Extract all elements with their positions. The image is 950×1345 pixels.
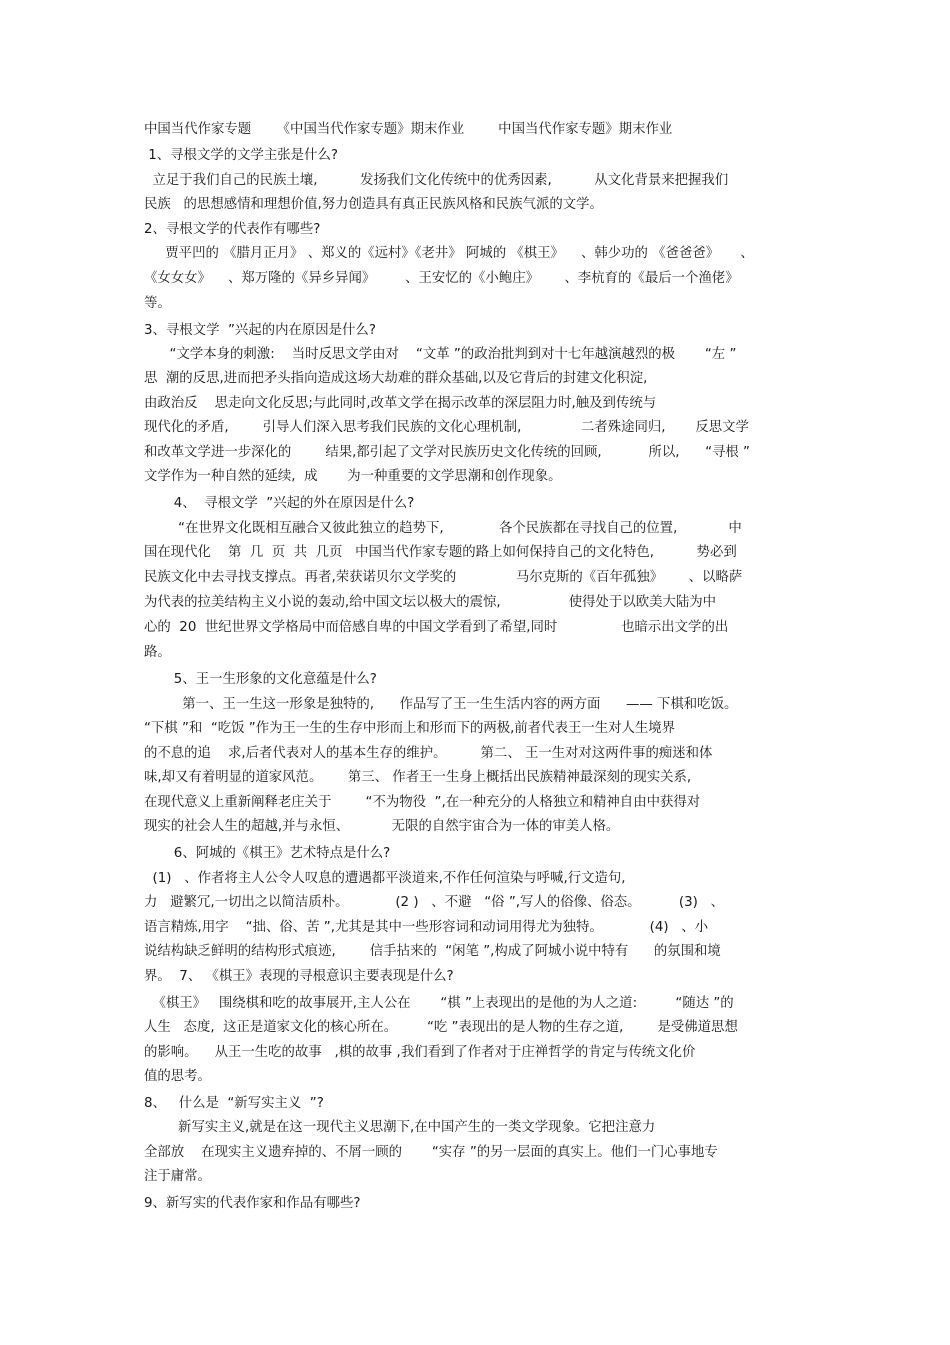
text-line: 注于庸常。 [144, 1169, 211, 1184]
text-line: “文学本身的刺激: 当时反思文学由对 “文革 ”的政治批判到对十七年越演越烈的极 “左 ” [144, 347, 737, 362]
question-2-title: 2、寻根文学的代表作有哪些? [144, 222, 321, 237]
question-4-title: 4、 寻根文学 ”兴起的外在原因是什么? [144, 496, 415, 511]
text-line: 的影响。 从王一生吃的故事 ,棋的故事 ,我们看到了作者对于庄禅哲学的肯定与传统文化价 [144, 1045, 696, 1060]
text-line: 全部放 在现实主义遗弃掉的、不屑一顾的 “实存 ”的另一层面的真实上。他们一门心事地专 [144, 1145, 718, 1160]
question-3-title: 3、寻根文学 ”兴起的内在原因是什么? [144, 323, 376, 338]
text-line: 现实的社会人生的超越,并与永恒、 无限的自然宇宙合为一体的审美人格。 [144, 819, 620, 834]
text-line: “在世界文化既相互融合又彼此独立的趋势下, 各个民族都在寻找自己的位置, 中 [144, 521, 742, 536]
text-line: 现代化的矛盾, 引导人们深入思考我们民族的文化心理机制, 二者殊途同归, 反思文学 [144, 420, 749, 435]
page-header-line: 中国当代作家专题 《中国当代作家专题》期末作业 中国当代作家专题》期末作业 [144, 122, 673, 137]
text-line: 文学作为一种自然的延续, 成 为一种重要的文学思潮和创作现象。 [144, 469, 562, 484]
text-line: 的不息的追 求,后者代表对人的基本生存的维护。 第二、 王一生对对这两件事的痴迷和体 [144, 746, 713, 761]
text-line: 力 避繁冗,一切出之以简洁质朴。 (2 ) 、不避 “俗 ”,写人的俗像、俗态。 (3) 、 [144, 895, 724, 910]
text-line: 路。 [144, 645, 171, 660]
text-line: 贾平凹的 《腊月正月》 、郑义的《远村》《老井》 阿城的 《棋王》 、韩少功的 《爸爸爸》 、 [144, 246, 754, 261]
text-line: 《棋王》 围绕棋和吃的故事展开,主人公在 “棋 ”上表现出的是他的为人之道: “随达 ”的 [144, 996, 734, 1011]
question-9-title: 9、新写实的代表作家和作品有哪些? [144, 1196, 361, 1211]
text-line: 和改革文学进一步深化的 结果,都引起了文学对民族历史文化传统的回顾, 所以, “寻根 ” [144, 445, 750, 460]
text-line: 味,却又有着明显的道家风范。 第三、 作者王一生身上概括出民族精神最深刻的现实关系, [144, 770, 692, 785]
text-line: 语言精炼,用字 “拙、俗、苦 ”,尤其是其中一些形容词和动词用得尤为独特。 (4) 、小 [144, 920, 709, 935]
text-line: 说结构缺乏鲜明的结构形式痕迹, 信手拈来的 “闲笔 ”,构成了阿城小说中特有 的氛围和境 [144, 944, 721, 959]
text-line: 民族文化中去寻找支撑点。再者,荣获诺贝尔文学奖的 马尔克斯的《百年孤独》 、以略萨 [144, 570, 743, 585]
text-line: (1) 、作者将主人公令人叹息的遭遇都平淡道来,不作任何渲染与呼喊,行文造句, [144, 871, 626, 886]
question-7-title: 界。 7、 《棋王》表现的寻根意识主要表现是什么? [144, 969, 454, 984]
text-line: 值的思考。 [144, 1069, 211, 1084]
text-line: 在现代意义上重新阐释老庄关于 “不为物役 ”,在一种充分的人格独立和精神自由中获得对 [144, 795, 701, 810]
text-line: “下棋 ”和 “吃饭 ”作为王一生的生存中形而上和形而下的两极,前者代表王一生对人生境界 [144, 721, 676, 736]
text-line: 国在现代化 第 几 页 共 几页 中国当代作家专题的路上如何保持自己的文化特色, 势必到 [144, 545, 737, 560]
text-line: 民族 的思想感情和理想价值,努力创造具有真正民族风格和民族气派的文学。 [144, 197, 603, 212]
text-line: 为代表的拉美结构主义小说的轰动,给中国文坛以极大的震惊, 使得处于以欧美大陆为中 [144, 595, 717, 610]
text-line: 人生 态度, 这正是道家文化的核心所在。 “吃 ”表现出的是人物的生存之道, 是受佛道思想 [144, 1020, 738, 1035]
question-1-title: 1、寻根文学的文学主张是什么? [144, 148, 338, 163]
text-line: 心的 20 世纪世界文学格局中而倍感自卑的中国文学看到了希望,同时 也暗示出文学的出 [144, 620, 729, 635]
question-6-title: 6、阿城的《棋王》艺术特点是什么? [144, 846, 391, 861]
text-line: 新写实主义,就是在这一现代主义思潮下,在中国产生的一类文学现象。它把注意力 [144, 1120, 656, 1135]
text-line: 立足于我们自己的民族土壤, 发扬我们文化传统中的优秀因素, 从文化背景来把握我们 [144, 173, 729, 188]
text-line: 思 潮的反思,进而把矛头指向造成这场大劫难的群众基础,以及它背后的封建文化积淀, [144, 371, 648, 386]
text-line: 《女女女》 、郑万隆的《异乡异闻》 、王安忆的《小鲍庄》 、李杭育的《最后一个渔佬》 [144, 271, 739, 286]
text-line: 等。 [144, 296, 171, 311]
question-5-title: 5、王一生形象的文化意蕴是什么? [144, 672, 377, 687]
question-8-title: 8、 什么是 “新写实主义 ”? [144, 1096, 324, 1111]
text-line: 第一、王一生这一形象是独特的, 作品写了王一生生活内容的两方面 —— 下棋和吃饭。 [144, 697, 738, 712]
text-line: 由政治反 思走向文化反思;与此同时,改革文学在揭示改革的深层阻力时,触及到传统与 [144, 396, 657, 411]
